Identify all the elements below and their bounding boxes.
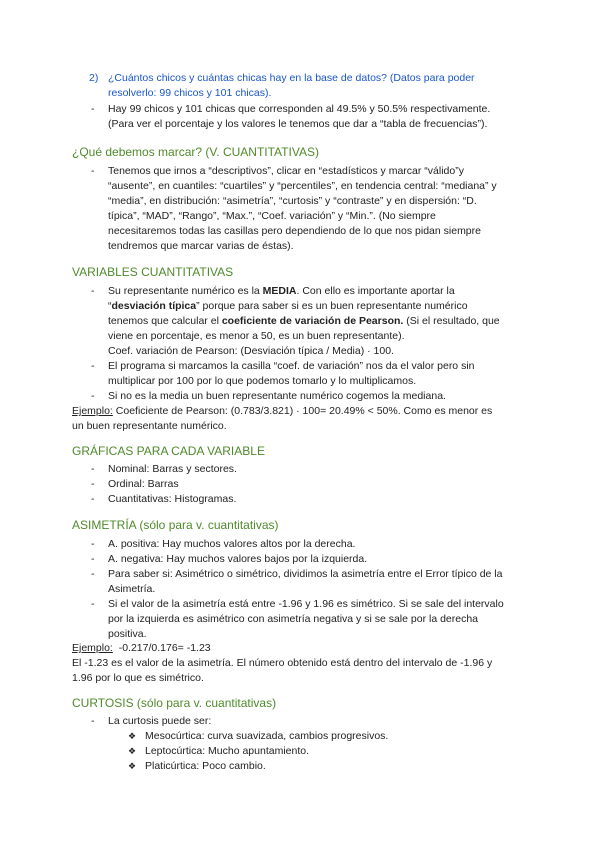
- answer-line-1: Hay 99 chicos y 101 chicas que corresponden al 49.5% y 50.5% respectivamente.: [108, 103, 491, 115]
- asim-example-line-2: El -1.23 es el valor de la asimetría. El número obtenido está dentro del intervalo de -1.96 y: [72, 657, 493, 669]
- question-line-1: ¿Cuántos chicos y cuántas chicas hay en la base de datos? (Datos para poder: [108, 72, 475, 84]
- asim-b1: A. positiva: Hay muchos valores altos por la derecha.: [108, 538, 356, 550]
- bullet-dash: -: [91, 715, 95, 727]
- vc-b2-line-1: El programa si marcamos la casilla “coef. de variación” nos da el valor pero sin: [108, 360, 475, 372]
- asim-b3-line-1: Para saber si: Asimétrico o simétrico, dividimos la asimetría entre el Error típico de la: [108, 568, 503, 580]
- vc-line-1: Su representante numérico es la MEDIA. Con ello es importante aportar la: [108, 285, 455, 297]
- bullet-dash: -: [91, 103, 95, 115]
- grafica-item: Nominal: Barras y sectores.: [108, 463, 237, 475]
- asim-example: Ejemplo: -0.217/0.176= -1.23: [72, 642, 211, 654]
- vc-line-2: “desviación típica” porque para saber si es un buen representante numérico: [108, 300, 468, 312]
- marcar-line: Tenemos que irnos a “descriptivos”, clicar en “estadísticos y marcar “válido”y: [108, 165, 464, 177]
- diamond-bullet-icon: ❖: [128, 731, 137, 741]
- question-number: 2): [89, 72, 99, 84]
- bullet-dash: -: [91, 478, 95, 490]
- heading-variables-cuantitativas: VARIABLES CUANTITATIVAS: [72, 265, 234, 279]
- grafica-item: Ordinal: Barras: [108, 478, 179, 490]
- bullet-dash: -: [91, 285, 95, 297]
- bullet-dash: -: [91, 493, 95, 505]
- bullet-dash: -: [91, 390, 95, 402]
- bullet-dash: -: [91, 463, 95, 475]
- vc-line-5: Coef. variación de Pearson: (Desviación típica / Media) · 100.: [108, 345, 394, 357]
- asim-example-line-3: 1.96 por lo que es simétrico.: [72, 672, 204, 684]
- heading-que-marcar: ¿Qué debemos marcar? (V. CUANTITATIVAS): [72, 145, 319, 159]
- bullet-dash: -: [91, 360, 95, 372]
- vc-b3: Si no es la media un buen representante numérico cogemos la mediana.: [108, 390, 446, 402]
- vc-example-line-2: un buen representante numérico.: [72, 420, 227, 432]
- question-line-2: resolverlo: 99 chicos y 101 chicas).: [108, 87, 272, 99]
- marcar-line: tendremos que marcar varias de éstas).: [108, 240, 294, 252]
- bullet-dash: -: [91, 598, 95, 610]
- heading-asimetria: ASIMETRÍA (sólo para v. cuantitativas): [72, 518, 279, 532]
- marcar-line: “ausente”, en cuantiles: “cuartiles” y “percentiles”, en tendencia central: “mediana” y: [108, 180, 497, 192]
- marcar-line: “media”, en distribución: “asimetría”, “curtosis” y “contraste” y en dispersión: “D.: [108, 195, 477, 207]
- bullet-dash: -: [91, 568, 95, 580]
- diamond-bullet-icon: ❖: [128, 761, 137, 771]
- asim-b4-line-1: Si el valor de la asimetría está entre -1.96 y 1.96 es simétrico. Si se sale del intervalo: [108, 598, 504, 610]
- curt-item: Leptocúrtica: Mucho apuntamiento.: [145, 745, 310, 757]
- marcar-line: necesitaremos todas las casillas pero dependiendo de lo que nos pidan siempre: [108, 225, 481, 237]
- curt-item: Mesocúrtica: curva suavizada, cambios progresivos.: [145, 730, 389, 742]
- vc-b2-line-2: multiplicar por 100 por lo que podemos tomarlo y lo multiplicamos.: [108, 375, 417, 387]
- vc-line-4: viene en porcentaje, es menor a 50, es un buen representante).: [108, 330, 405, 342]
- asim-b4-line-3: positiva.: [108, 628, 147, 640]
- marcar-line: típica”, “MAD”, “Rango”, “Max.”, “Coef. variación” y “Min.”. (No siempre: [108, 210, 436, 222]
- bullet-dash: -: [91, 165, 95, 177]
- asim-b2: A. negativa: Hay muchos valores bajos por la izquierda.: [108, 553, 368, 565]
- vc-line-3: tenemos que calcular el coeficiente de variación de Pearson. (Si el resultado, que: [108, 315, 500, 327]
- asim-b4-line-2: por la izquierda es asimétrico con asimetría negativa y si se sale por la derecha: [108, 613, 479, 625]
- heading-graficas: GRÁFICAS PARA CADA VARIABLE: [72, 444, 265, 458]
- curt-item: Platicúrtica: Poco cambio.: [145, 760, 266, 772]
- diamond-bullet-icon: ❖: [128, 746, 137, 756]
- curt-intro: La curtosis puede ser:: [108, 715, 212, 727]
- asim-b3-line-2: Asimetría.: [108, 583, 156, 595]
- grafica-item: Cuantitativas: Histogramas.: [108, 493, 237, 505]
- answer-line-2: (Para ver el porcentaje y los valores le tenemos que dar a “tabla de frecuencias”).: [108, 118, 488, 130]
- vc-example: Ejemplo: Coeficiente de Pearson: (0.783/3.821) · 100= 20.49% < 50%. Como es menor es: [72, 405, 493, 417]
- bullet-dash: -: [91, 553, 95, 565]
- heading-curtosis: CURTOSIS (sólo para v. cuantitativas): [72, 696, 277, 710]
- bullet-dash: -: [91, 538, 95, 550]
